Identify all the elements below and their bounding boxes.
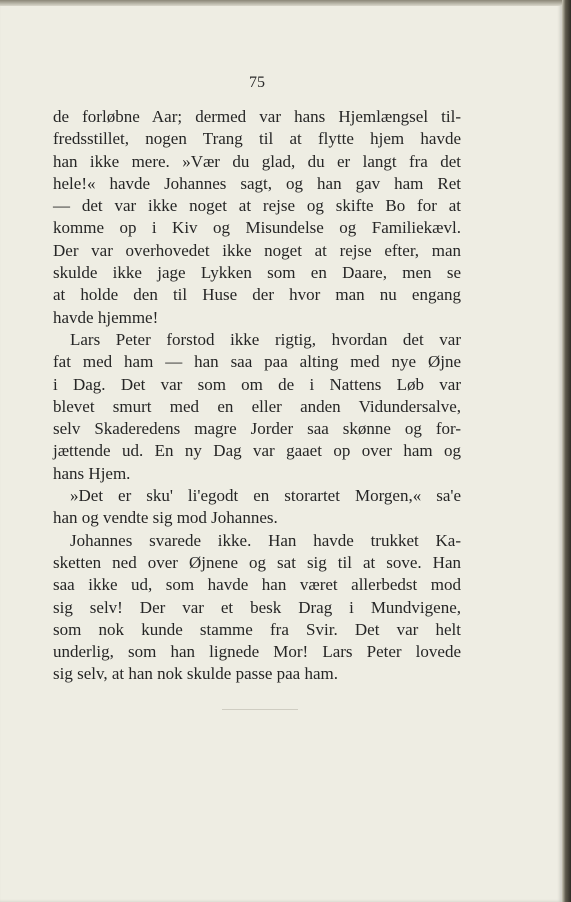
page-top-edge — [0, 0, 571, 6]
body-text — [53, 106, 461, 686]
page-edge — [562, 0, 571, 902]
text-line: Johannes svarede ikke. Han havde trukket Ka- — [70, 530, 461, 550]
text-line: hele!« havde Johannes sagt, og han gav ham Ret — [53, 173, 461, 193]
text-line: »Det er sku' li'egodt en storartet Morgen,« sa'e — [70, 486, 461, 506]
text-line: fredsstillet, nogen Trang til at flytte hjem havde — [53, 129, 461, 149]
text-line: hans Hjem. — [53, 463, 131, 483]
text-line: selv Skaderedens magre Jorder saa skønne og for- — [53, 419, 461, 439]
text-line: sketten ned over Øjnene og sat sig til at sove. Han — [53, 552, 461, 572]
text-line: Lars Peter forstod ikke rigtig, hvordan det var — [70, 329, 461, 349]
text-line: han ikke mere. »Vær du glad, du er langt fra det — [53, 151, 461, 171]
text-line: sig selv! Der var et besk Drag i Mundvigene, — [53, 597, 461, 617]
text-line: i Dag. Det var som om de i Nattens Løb var — [53, 374, 461, 394]
text-line: som nok kunde stamme fra Svir. Det var helt — [53, 619, 461, 639]
text-line: komme op i Kiv og Misundelse og Familiekævl. — [53, 218, 461, 238]
text-line: at holde den til Huse der hvor man nu engang — [53, 285, 461, 305]
text-line: saa ikke ud, som havde han været allerbedst mod — [53, 575, 461, 595]
text-line: blevet smurt med en eller anden Vidundersalve, — [53, 396, 461, 416]
text-line: fat med ham — han saa paa alting med nye Øjne — [53, 352, 461, 372]
page-number: 75 — [249, 74, 265, 91]
text-line: havde hjemme! — [53, 307, 159, 327]
page-divider — [222, 709, 298, 710]
text-line: han og vendte sig mod Johannes. — [53, 508, 278, 528]
text-line: de forløbne Aar; dermed var hans Hjemlængsel til- — [53, 107, 461, 126]
text-line: skulde ikke jage Lykken som en Daare, men se — [53, 263, 461, 283]
text-line: sig selv, at han nok skulde passe paa ham. — [53, 664, 338, 684]
text-line: jættende ud. En ny Dag var gaaet op over ham og — [53, 441, 461, 461]
text-line: Der var overhovedet ikke noget at rejse efter, man — [53, 240, 461, 260]
text-line: underlig, som han lignede Mor! Lars Peter lovede — [53, 642, 461, 662]
text-line: — det var ikke noget at rejse og skifte Bo for at — [53, 196, 461, 216]
